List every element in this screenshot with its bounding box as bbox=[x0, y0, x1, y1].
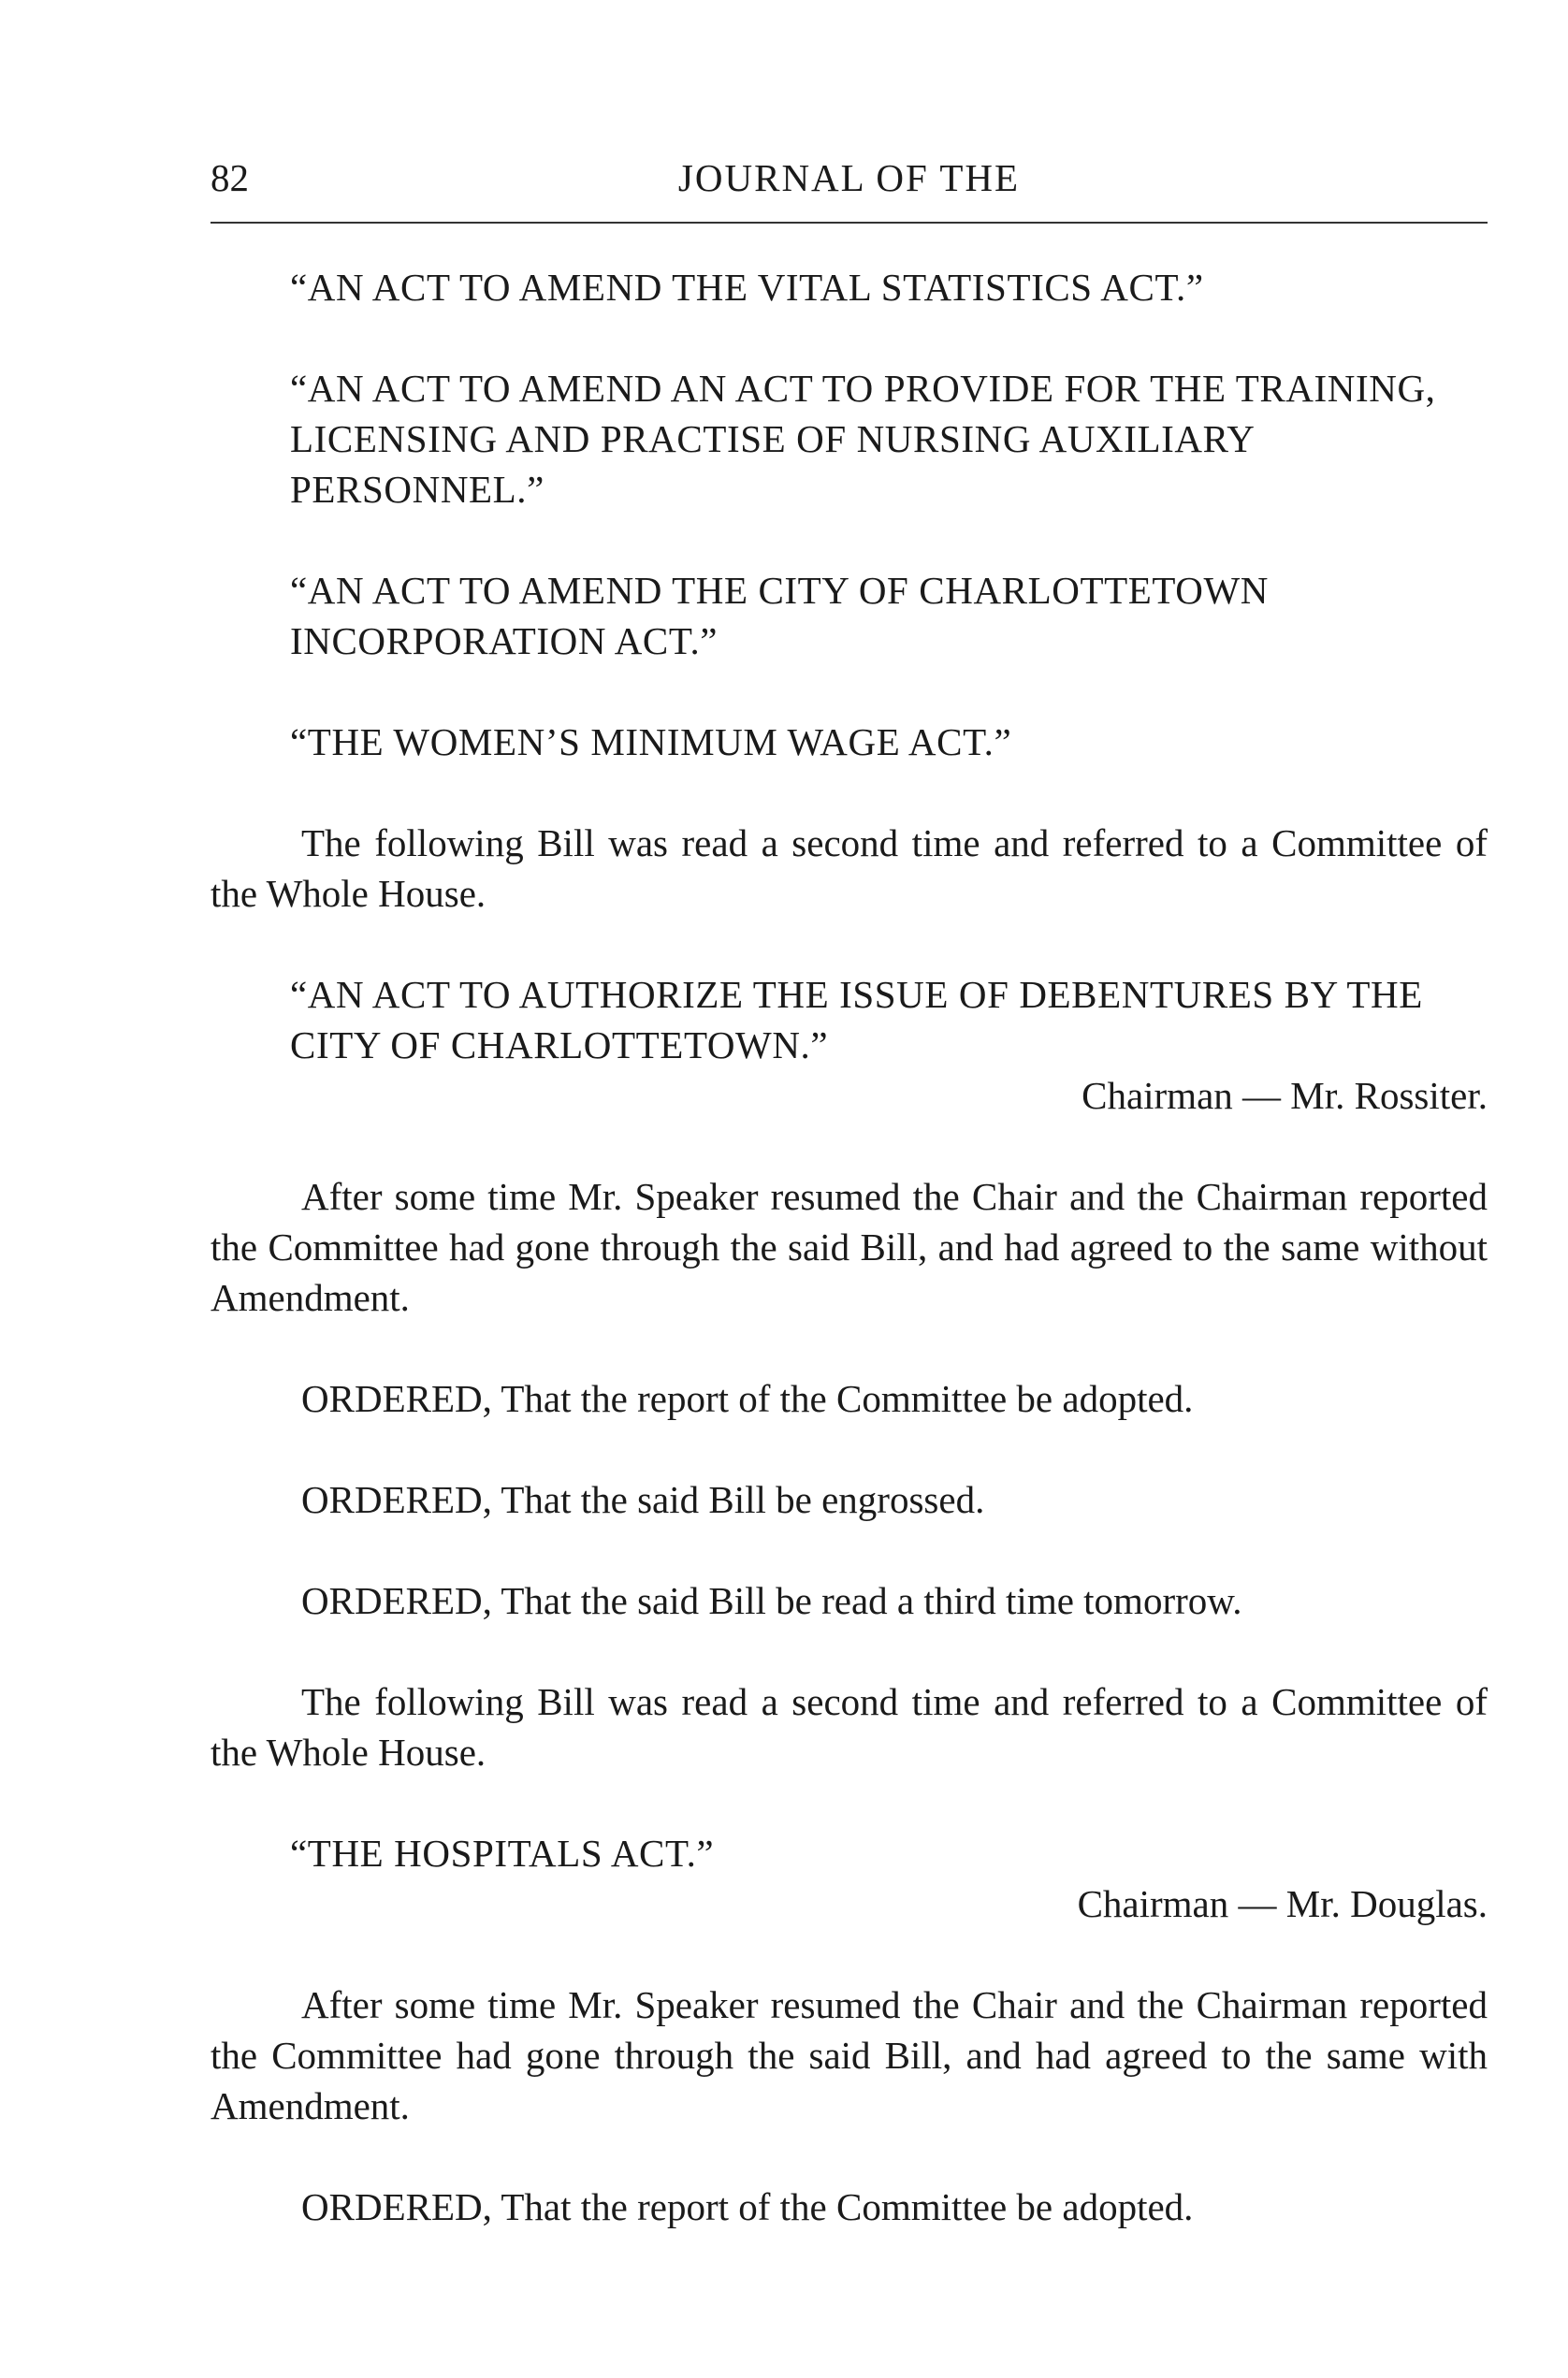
bill-title: “AN ACT TO AMEND THE VITAL STATISTICS ACT.” bbox=[290, 266, 1204, 309]
ordered-line: ORDERED, That the report of the Committee be adopted. bbox=[301, 1377, 1194, 1420]
ordered-line: ORDERED, That the said Bill be read a third time tomorrow. bbox=[301, 1579, 1242, 1622]
bill-title: “AN ACT TO AMEND THE CITY OF CHARLOTTETOWN INCORPORATION ACT.” bbox=[290, 569, 1270, 662]
bill-title: “AN ACT TO AUTHORIZE THE ISSUE OF DEBENTURES BY THE CITY OF CHARLOTTETOWN.” bbox=[290, 973, 1423, 1066]
page-header bbox=[211, 150, 1488, 206]
paragraph: The following Bill was read a second time and referred to a Committee of the Whole House. bbox=[211, 821, 1488, 915]
paragraph: The following Bill was read a second time and referred to a Committee of the Whole House. bbox=[211, 1680, 1488, 1774]
page-body bbox=[211, 262, 1488, 2283]
chairman-line: Chairman — Mr. Rossiter. bbox=[1082, 1074, 1488, 1117]
ordered-line: ORDERED, That the said Bill be engrossed. bbox=[301, 1478, 985, 1521]
running-head: JOURNAL OF THE bbox=[677, 156, 1021, 199]
bill-title: “THE HOSPITALS ACT.” bbox=[290, 1832, 715, 1875]
paragraph: After some time Mr. Speaker resumed the Chair and the Chairman reported the Committee had gone through the said Bill, and had agreed to the same without Amendment. bbox=[211, 1175, 1488, 1319]
paragraph: After some time Mr. Speaker resumed the Chair and the Chairman reported the Committee had gone through the said Bill, and had agreed to the same with Amendment. bbox=[211, 1983, 1488, 2127]
chairman-line: Chairman — Mr. Douglas. bbox=[1077, 1882, 1488, 1925]
header-rule bbox=[211, 222, 1488, 224]
bill-title: “THE WOMEN’S MINIMUM WAGE ACT.” bbox=[290, 720, 1012, 763]
bill-title: “AN ACT TO AMEND AN ACT TO PROVIDE FOR THE TRAINING, LICENSING AND PRACTISE OF NURSING AUXILIARY PERSONNEL.” bbox=[290, 367, 1436, 511]
page-number: 82 bbox=[211, 156, 249, 199]
ordered-line: ORDERED, That the report of the Committee be adopted. bbox=[301, 2185, 1194, 2228]
